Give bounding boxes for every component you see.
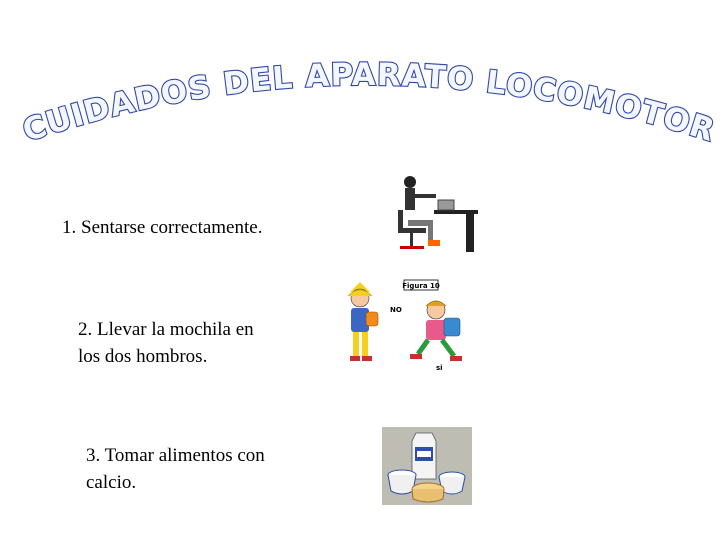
children-with-backpacks-icon: [340, 278, 478, 374]
dairy-products-icon: [382, 427, 472, 505]
tip-backpack-two-shoulders: 2. Llevar la mochila en los dos hombros.: [78, 319, 254, 367]
person-sitting-at-desk-icon: [384, 170, 480, 254]
label-si: si: [436, 364, 443, 372]
page-title: CUIDADOS DEL APARATO LOCOMOTOR: [18, 56, 720, 150]
title-wordart: [0, 40, 728, 150]
tip-sit-correctly: 1. Sentarse correctamente.: [62, 217, 263, 238]
figure-caption: Figura 10: [402, 282, 440, 290]
label-no: NO: [390, 306, 402, 314]
tip-calcium-foods: 3. Tomar alimentos con calcio.: [86, 445, 265, 493]
